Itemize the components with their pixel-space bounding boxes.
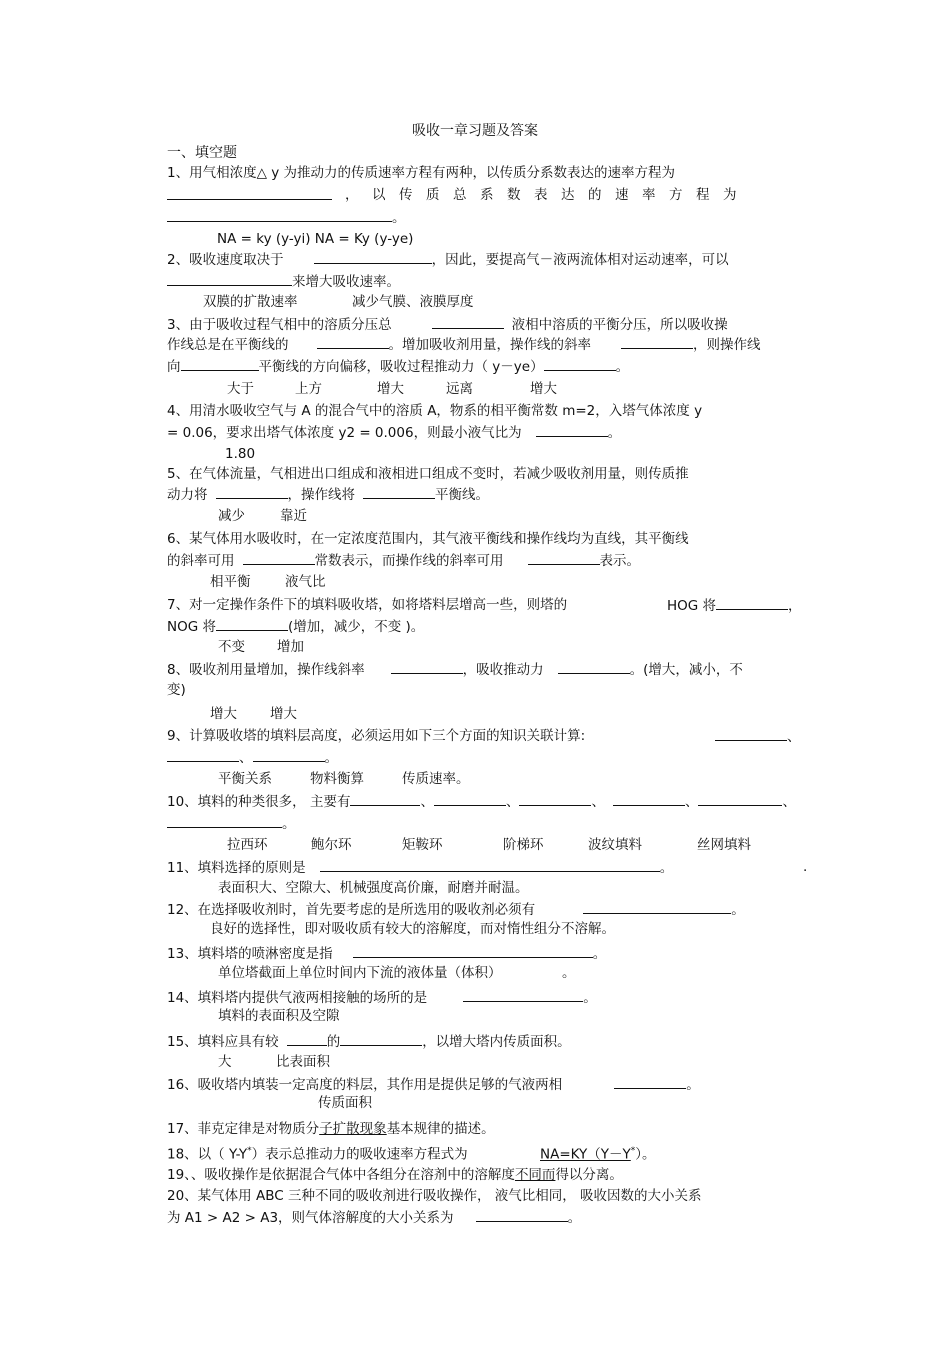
q17-line: 17、菲克定律是对物质分子扩散现象基本规律的描述。 <box>167 1121 495 1137</box>
q11-line1: 11、填料选择的原则是 。 <box>167 860 674 876</box>
q16-answer: 传质面积 <box>318 1095 372 1111</box>
q14-line1: 14、填料塔内提供气液两相接触的场所的是 。 <box>167 990 597 1006</box>
q11-answer: 表面积大、空隙大、机械强度高价廉，耐磨并耐温。 <box>218 880 529 896</box>
q12-answer: 良好的选择性，即对吸收质有较大的溶解度，而对惰性组分不溶解。 <box>210 921 615 937</box>
q6-line2: 的斜率可用 常数表示，而操作线的斜率可用 表示。 <box>167 553 640 569</box>
section-heading: 一、填空题 <box>167 145 237 161</box>
q10-line1: 10、填料的种类很多， 主要有 、 、 、 、 、 <box>167 794 796 810</box>
q1-line2 <box>167 186 332 205</box>
q1-line1: 1、用气相浓度△ y 为推动力的传质速率方程有两种，以传质分系数表达的速率方程为 <box>167 165 676 181</box>
q16-line1: 16、吸收塔内填装一定高度的料层，其作用是提供足够的气液两相 。 <box>167 1077 700 1093</box>
q19-line: 19、、吸收操作是依据混合气体中各组分在溶剂中的溶解度不同而得以分离。 <box>167 1167 623 1183</box>
q7-answers: 不变 增加 <box>218 639 304 655</box>
q6-answers: 相平衡 液气比 <box>210 574 326 590</box>
q4-line1: 4、用清水吸收空气与 A 的混合气中的溶质 A，物系的相平衡常数 m=2，入塔气体浓度 y <box>167 403 703 419</box>
q8-line1: 8、吸收剂用量增加，操作线斜率 ，吸收推动力 。(增大，减小，不 <box>167 662 743 678</box>
q7-line2: NOG 将 (增加，减少，不变 )。 <box>167 619 425 635</box>
q20-line2: 为 A1 > A2 > A3，则气体溶解度的大小关系为 。 <box>167 1210 582 1226</box>
q1-line2-text: ，以传质总系数表达的速率方程为 <box>345 187 750 203</box>
q2-line1: 2、吸收速度取决于 ，因此，要提高气－液两流体相对运动速率，可以 <box>167 252 729 268</box>
q18-formula: NA=KY（Y－Y*）。 <box>540 1146 656 1163</box>
q11-dot: . <box>803 859 808 875</box>
q7-line1: 7、对一定操作条件下的填料吸收塔，如将塔料层增高一些，则塔的 <box>167 597 568 613</box>
q8-answers: 增大 增大 <box>210 706 297 722</box>
q8-line2: 变) <box>167 682 186 698</box>
q3-answers: 大于 上方 增大 远离 增大 <box>227 381 557 397</box>
q3-line3: 向 平衡线的方向偏移，吸收过程推动力（ y－ye） 。 <box>167 359 630 375</box>
q4-answer: 1.80 <box>225 446 256 462</box>
q3-line1: 3、由于吸收过程气相中的溶质分压总 液相中溶质的平衡分压，所以吸收操 <box>167 317 728 333</box>
q5-line2: 动力将 ，操作线将 平衡线。 <box>167 487 489 503</box>
q1-answer: NA = ky (y-yi) NA = Ky (y-ye) <box>217 231 414 247</box>
q13-answer: 单位塔截面上单位时间内下流的液体量（体积） 。 <box>218 965 576 981</box>
q3-line2: 作线总是在平衡线的 。增加吸收剂用量，操作线的斜率 ，则操作线 <box>167 337 761 353</box>
q15-answers: 大 比表面积 <box>218 1054 330 1070</box>
q6-line1: 6、某气体用水吸收时，在一定浓度范围内，其气液平衡线和操作线均为直线，其平衡线 <box>167 531 689 547</box>
q13-line1: 13、填料塔的喷淋密度是指 。 <box>167 946 607 962</box>
q14-answer: 填料的表面积及空隙 <box>218 1008 340 1024</box>
q9-line2: 、 。 <box>167 748 338 767</box>
q5-answers: 减少 靠近 <box>218 508 307 524</box>
q5-line1: 5、在气体流量，气相进出口组成和液相进口组成不变时，若减少吸收剂用量，则传质推 <box>167 466 689 482</box>
q10-line2: 。 <box>167 814 296 833</box>
q4-line2: = 0.06，要求出塔气体浓度 y2 = 0.006，则最小液气比为 。 <box>167 425 622 441</box>
q12-line1: 12、在选择吸收剂时，首先要考虑的是所选用的吸收剂必须有 。 <box>167 902 745 918</box>
q1-line3: 。 <box>167 208 406 227</box>
q15-line1: 15、填料应具有较 的 ，以增大塔内传质面积。 <box>167 1034 571 1050</box>
q2-answers: 双膜的扩散速率 减少气膜、液膜厚度 <box>203 294 474 310</box>
q9-line1: 9、计算吸收塔的填料层高度，必须运用如下三个方面的知识关联计算: <box>167 728 586 744</box>
q20-line1: 20、某气体用 ABC 三种不同的吸收剂进行吸收操作， 液气比相同， 吸收因数的大小关系 <box>167 1188 702 1204</box>
q7-line1-hog: HOG 将 ， <box>667 598 802 614</box>
q18-line: 18、以（ Y-Y*）表示总推动力的吸收速率方程式为 <box>167 1146 468 1163</box>
q2-line2: 来增大吸收速率。 <box>167 272 400 291</box>
q10-answers: 拉西环 鲍尔环 矩鞍环 阶梯环 波纹填料 丝网填料 <box>227 837 751 853</box>
q9-blank1: 、 <box>715 727 801 746</box>
q9-answers: 平衡关系 物料衡算 传质速率。 <box>218 771 470 787</box>
page-title: 吸收一章习题及答案 <box>412 123 538 139</box>
